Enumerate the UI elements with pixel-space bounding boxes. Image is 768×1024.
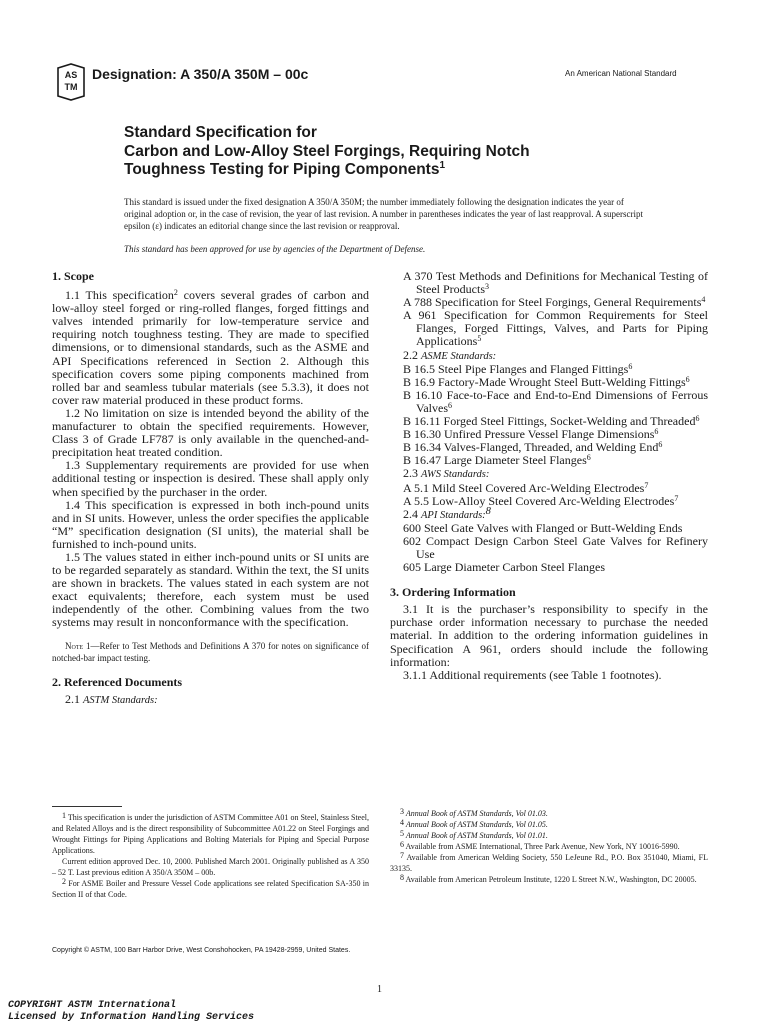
reference-item: A 961 Specification for Common Requirements for Steel Flanges, Forged Fittings, Valves, and Parts for Piping Applications$^5$ — [403, 308, 708, 349]
issuance-note: This standard is issued under the fixed designation A 350/A 350M; the number immediately following the designation indicates the year of original adoption or, in the case of revision, the year of last revision. A number in parentheses indicates the year of last reapproval. A superscript epsilon (ε) indicates an editorial change since the last revision or reapproval. — [124, 197, 643, 232]
footnote: 1 This specification is under the jurisdiction of ASTM Committee A01 on Steel, Stainless Steel, and Related Alloys and is the direct responsibility of Subcommittee A01.22 on Steel Forgings and Wrought Fittings for Piping Applications and Bolting Materials for Piping and Special Purpose Applications. — [52, 811, 369, 855]
dod-approval-note: This standard has been approved for use by agencies of the Department of Defense. — [124, 244, 426, 254]
designation: Designation: A 350/A 350M – 00c — [92, 66, 309, 82]
footnotes-right — [390, 808, 708, 885]
note-1: Note 1—Refer to Test Methods and Definitions A 370 for notes on significance of notched-bar impact testing. — [52, 640, 369, 663]
svg-text:TM: TM — [64, 82, 78, 92]
scope-paragraph-1-1: 1.1 This specification$^2$ covers several grades of carbon and low-alloy steel forged or ring-rolled flanges, forged fittings and valves intended primarily for low-temperature service and requiring notch toughness testing. They are made to specified dimensions, or to dimensional standards, such as the ASME and API Specifications referenced in Section 2. Although this specification covers some piping components machined from rolled bar and seamless tubular materials (see 5.3.3), it does not cover raw material produced in these product forms. — [52, 288, 369, 407]
title-line-1: Standard Specification for — [124, 124, 317, 141]
referenced-documents-heading: 2. Referenced Documents — [52, 674, 183, 689]
reference-item: 602 Compact Design Carbon Steel Gate Valves for Refinery Use — [403, 533, 708, 561]
scope-paragraph-1-2: 1.2 No limitation on size is intended beyond the ability of the manufacturer to obtain the specified requirements. However, Class 3 of Grade LF787 is only available in the quenched-and-precipitation heat treated condition. — [52, 405, 369, 460]
scope-paragraph-1-4: 1.4 This specification is expressed in both inch-pound units and in SI units. However, unless the order specifies the applicable “M” specification designation (SI units), the material shall be furnished to inch-pound units. — [52, 497, 369, 551]
license-line-1: COPYRIGHT ASTM International — [8, 1000, 177, 1011]
reference-item: A 5.5 Low-Alloy Steel Covered Arc-Welding Electrodes$^7$ — [403, 493, 679, 508]
reference-item: B 16.30 Unfired Pressure Vessel Flange Dimensions$^6$ — [403, 427, 659, 442]
footnote: Current edition approved Dec. 10, 2000. Published March 2001. Originally published as A 350 – 52 T. Last previous edition A 350/A 350M – 00b. — [52, 857, 369, 877]
astm-logo-icon — [54, 62, 88, 102]
page-number: 1 — [377, 984, 382, 995]
reference-item: A 788 Specification for Steel Forgings, General Requirements$^4$ — [403, 295, 706, 310]
footnote: 4 Annual Book of ASTM Standards, Vol 01.05. — [400, 818, 548, 829]
footnote: 6 Available from ASME International, Three Park Avenue, New York, NY 10016-5990. — [400, 840, 680, 851]
american-national-standard-label: An American National Standard — [565, 69, 677, 78]
reference-item: B 16.5 Steel Pipe Flanges and Flanged Fittings$^6$ — [403, 361, 633, 376]
reference-item: B 16.34 Valves-Flanged, Threaded, and Welding End$^6$ — [403, 440, 663, 455]
left-column — [52, 270, 369, 707]
license-line-2: Licensed by Information Handling Services — [8, 1012, 255, 1023]
footnote: 2 For ASME Boiler and Pressure Vessel Code applications see related Specification SA-350 in Section II of that Code. — [52, 877, 369, 899]
ordering-information-heading: 3. Ordering Information — [390, 585, 516, 600]
reference-item: B 16.11 Forged Steel Fittings, Socket-Welding and Threaded$^6$ — [403, 414, 700, 429]
right-column — [390, 269, 708, 682]
reference-item: B 16.10 Face-to-Face and End-to-End Dimensions of Ferrous Valves$^6$ — [403, 387, 708, 415]
reference-item: 605 Large Diameter Carbon Steel Flanges — [403, 560, 606, 575]
aws-standards-subheading: 2.3 AWS Standards: — [403, 466, 490, 481]
footnotes-left — [52, 812, 369, 900]
title-line-3: Toughness Testing for Piping Components$^1$ — [124, 160, 446, 179]
scope-paragraph-1-3: 1.3 Supplementary requirements are provided for use when additional testing or inspection is desired. These shall apply only when specified by the purchaser in the order. — [52, 458, 369, 499]
reference-item: 600 Steel Gate Valves with Flanged or Butt-Welding Ends — [403, 520, 683, 535]
reference-item: A 370 Test Methods and Definitions for Mechanical Testing of Steel Products$^3$ — [403, 269, 708, 297]
svg-text:AS: AS — [64, 70, 78, 80]
footnote: 8 Available from American Petroleum Institute, 1220 L Street N.W., Washington, DC 20005. — [400, 873, 697, 884]
ordering-paragraph-3-1: 3.1 It is the purchaser’s responsibility to specify in the purchase order information necessary to purchase the needed material. In addition to the ordering information guidelines in Specification A 961, orders should include the following information: — [390, 602, 708, 669]
scope-paragraph-1-5: 1.5 The values stated in either inch-pound units or SI units are to be regarded separately as standard. Within the text, the SI units are shown in brackets. The values stated in each system are not exact equivalents; therefore, each system must be used independently of the other. Combining values from the two systems may result in nonconformance with the specification. — [52, 549, 369, 630]
api-standards-subheading: 2.4 API Standards:8 — [403, 505, 491, 521]
document-title — [124, 124, 530, 180]
reference-item: B 16.9 Factory-Made Wrought Steel Butt-Welding Fittings$^6$ — [403, 374, 690, 389]
asme-standards-subheading: 2.2 ASME Standards: — [403, 347, 497, 362]
ordering-paragraph-3-1-1: 3.1.1 Additional requirements (see Table 1 footnotes). — [403, 667, 662, 682]
title-footnote-mark: 1 — [439, 160, 446, 172]
copyright-line: Copyright © ASTM, 100 Barr Harbor Drive, West Conshohocken, PA 19428-2959, United States. — [52, 947, 351, 954]
footnote: 7 Available from American Welding Society, 550 LeJeune Rd., P.O. Box 351040, Miami, FL 33135. — [390, 851, 708, 873]
license-notice — [8, 1000, 254, 1024]
astm-standards-subheading: 2.1 ASTM Standards: — [65, 691, 158, 706]
footnote: 3 Annual Book of ASTM Standards, Vol 01.03. — [400, 807, 548, 818]
reference-item: B 16.47 Large Diameter Steel Flanges$^6$ — [403, 453, 591, 468]
reference-item: A 5.1 Mild Steel Covered Arc-Welding Electrodes$^7$ — [403, 480, 649, 495]
title-line-2: Carbon and Low-Alloy Steel Forgings, Requiring Notch — [124, 142, 530, 160]
footnote: 5 Annual Book of ASTM Standards, Vol 01.01. — [400, 829, 548, 840]
footnote-rule — [52, 806, 122, 807]
scope-heading: 1. Scope — [52, 269, 94, 283]
